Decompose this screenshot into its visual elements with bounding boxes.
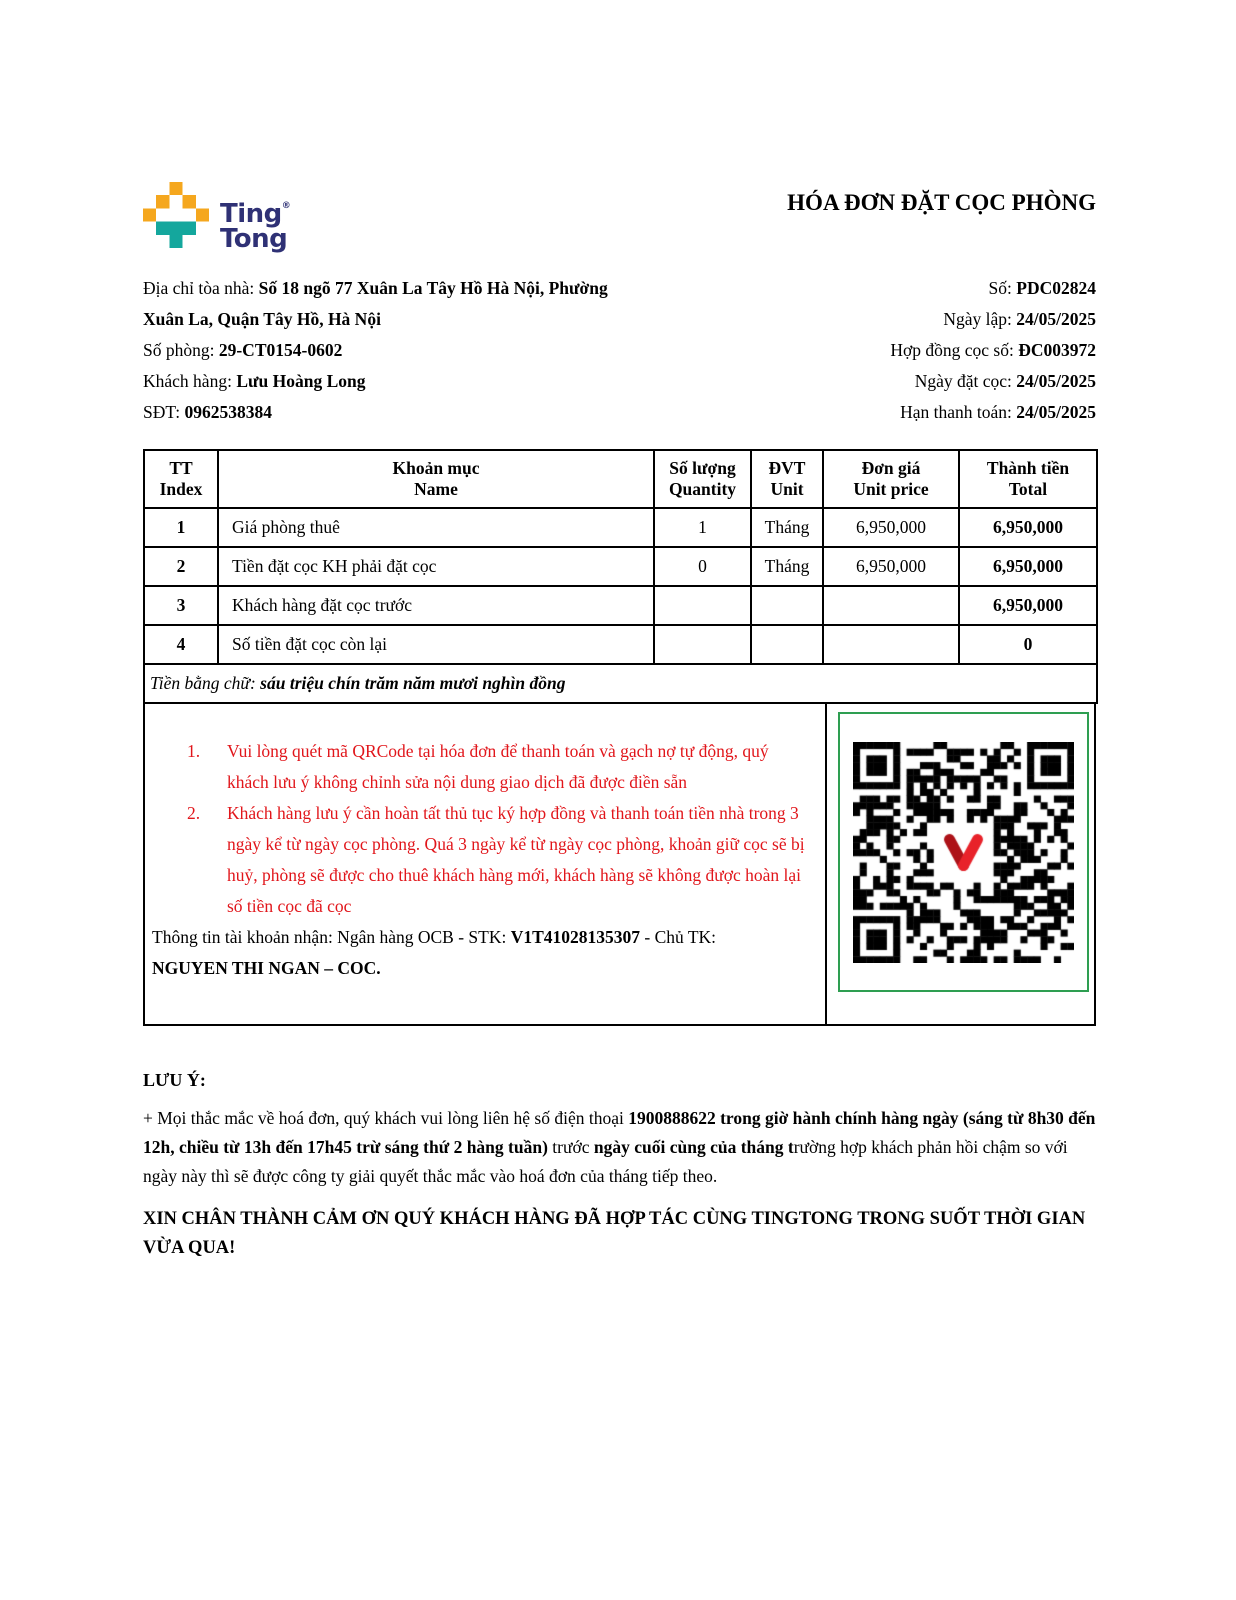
payment-note-box	[143, 704, 1096, 1026]
table-row	[144, 508, 1097, 547]
info-line	[143, 304, 703, 335]
payment-notes-cell	[145, 704, 827, 1024]
footer-note-paragraph	[143, 1104, 1096, 1191]
column-header: Khoản mục Name	[218, 450, 654, 508]
info-line	[703, 273, 1096, 304]
table-row	[144, 625, 1097, 664]
table-cell: 1	[654, 508, 751, 547]
table-cell: 6,950,000	[959, 508, 1097, 547]
text-run: + Mọi thắc mắc về hoá đơn, quý khách vui lòng liên hệ số điện thoại	[143, 1108, 629, 1128]
text-run: Số phòng:	[143, 340, 219, 360]
tingtong-logo	[143, 182, 290, 252]
invoice-info-block	[143, 273, 1096, 428]
text-run: Số:	[988, 278, 1017, 298]
table-cell: 4	[144, 625, 218, 664]
amount-in-words-row	[144, 664, 1097, 703]
table-cell: 6,950,000	[823, 508, 959, 547]
table-cell: Tiền đặt cọc KH phải đặt cọc	[218, 547, 654, 586]
text-run: 24/05/2025	[1016, 402, 1096, 422]
invoice-document	[143, 0, 1096, 1263]
note-item-text: Khách hàng lưu ý cần hoàn tất thủ tục ký hợp đồng và thanh toán tiền nhà trong 3 ngày kể từ ngày cọc phòng. Quá 3 ngày kể từ ngày cọc phòng, khoản giữ cọc sẽ bị huỷ, phòng sẽ được cho thuê khách hàng mới, khách hàng sẽ không được hoàn lại số tiền cọc đã cọc	[227, 803, 805, 916]
text-run: Hạn thanh toán:	[900, 402, 1017, 422]
text-run: trước	[547, 1137, 594, 1157]
text-run: Địa chỉ tòa nhà:	[143, 278, 259, 298]
info-right	[703, 273, 1096, 428]
table-cell	[751, 625, 823, 664]
amount-in-words	[144, 664, 1097, 703]
column-header: TT Index	[144, 450, 218, 508]
text-run: Hợp đồng cọc số:	[890, 340, 1019, 360]
table-cell: 0	[654, 547, 751, 586]
bank-info	[152, 922, 807, 984]
text-run: - Chủ TK:	[640, 927, 717, 947]
column-header: ĐVT Unit	[751, 450, 823, 508]
table-cell	[654, 625, 751, 664]
brand-line2: Tong	[220, 224, 288, 254]
table-cell	[654, 586, 751, 625]
table-cell: 0	[959, 625, 1097, 664]
text-run: V1T41028135307	[510, 927, 641, 947]
table-cell: 6,950,000	[959, 586, 1097, 625]
registered-mark: ®	[281, 201, 291, 211]
table-cell: 6,950,000	[823, 547, 959, 586]
table-row	[144, 586, 1097, 625]
info-line	[703, 366, 1096, 397]
text-run: Ngày lập:	[943, 309, 1017, 329]
text-run: PDC02824	[1016, 278, 1096, 298]
column-header: Thành tiền Total	[959, 450, 1097, 508]
info-line	[703, 304, 1096, 335]
table-cell: Tháng	[751, 508, 823, 547]
tingtong-logo-text	[220, 194, 290, 252]
table-cell: 6,950,000	[959, 547, 1097, 586]
document-header	[143, 182, 1096, 258]
text-run: Xuân La, Quận Tây Hồ, Hà Nội	[143, 309, 381, 329]
table-header-row	[144, 450, 1097, 508]
table-cell: 2	[144, 547, 218, 586]
qr-code	[853, 742, 1074, 963]
thanks-message: XIN CHÂN THÀNH CẢM ƠN QUÝ KHÁCH HÀNG ĐÃ HỢP TÁC CÙNG TINGTONG TRONG SUỐT THỜI GIAN VỪA QUA!	[143, 1209, 1086, 1258]
text-run: Số 18 ngõ 77 Xuân La Tây Hồ Hà Nội, Phường	[258, 278, 608, 298]
text-run: rường hợp khách phản hồi chậm so với ngày này thì sẽ được công ty giải quyết thắc mắc vào hoá đơn của tháng tiếp theo.	[143, 1137, 1068, 1186]
qr-frame	[838, 712, 1089, 992]
text-run: 24/05/2025	[1016, 309, 1096, 329]
text-run: Khách hàng:	[143, 371, 237, 391]
info-line	[703, 397, 1096, 428]
note-item	[152, 798, 807, 922]
text-run: 29-CT0154-0602	[218, 340, 343, 360]
text-run: Thông tin tài khoản nhận: Ngân hàng OCB - STK:	[152, 927, 511, 947]
text-run: Ngày đặt cọc:	[914, 371, 1017, 391]
note-item-text: Vui lòng quét mã QRCode tại hóa đơn để thanh toán và gạch nợ tự động, quý khách lưu ý không chỉnh sửa nội dung giao dịch đã được điền sẵn	[227, 741, 769, 792]
info-line	[143, 273, 703, 304]
info-line	[143, 335, 703, 366]
text-run: ngày cuối cùng của tháng t	[593, 1137, 794, 1157]
table-row	[144, 547, 1097, 586]
note-item	[152, 736, 807, 798]
text-run: 24/05/2025	[1016, 371, 1096, 391]
invoice-title: HÓA ĐƠN ĐẶT CỌC PHÒNG	[787, 190, 1096, 215]
table-cell: Số tiền đặt cọc còn lại	[218, 625, 654, 664]
text-run: ĐC003972	[1018, 340, 1096, 360]
footer-note-heading: LƯU Ý:	[143, 1070, 206, 1090]
table-cell	[823, 586, 959, 625]
info-left	[143, 273, 703, 428]
amount-in-words-label: Tiền bằng chữ:	[150, 673, 261, 693]
payment-notes-list	[152, 736, 807, 922]
column-header: Số lượng Quantity	[654, 450, 751, 508]
amount-in-words-value: sáu triệu chín trăm năm mươi nghìn đồng	[260, 673, 566, 693]
text-run: 1900888622 trong giờ hành chính hàng ngày (sáng từ 8h30 đến 12h, chiều từ 13h đến 17h45 trừ sáng thứ 2 hàng tuần)	[143, 1108, 1096, 1157]
info-line	[703, 335, 1096, 366]
table-cell: Tháng	[751, 547, 823, 586]
tingtong-logo-icon	[143, 182, 209, 252]
qr-cell	[827, 704, 1094, 1024]
table-cell: 3	[144, 586, 218, 625]
table-cell	[823, 625, 959, 664]
column-header: Đơn giá Unit price	[823, 450, 959, 508]
text-run: NGUYEN THI NGAN – COC.	[152, 958, 381, 978]
table-cell: 1	[144, 508, 218, 547]
info-line	[143, 366, 703, 397]
items-table	[143, 449, 1098, 704]
table-cell: Khách hàng đặt cọc trước	[218, 586, 654, 625]
text-run: SĐT:	[143, 402, 185, 422]
text-run: 0962538384	[184, 402, 272, 422]
text-run: Lưu Hoàng Long	[236, 371, 366, 391]
info-line	[143, 397, 703, 428]
table-cell	[751, 586, 823, 625]
brand-line1: Ting	[220, 199, 282, 229]
note-item-number: 1.	[187, 741, 201, 761]
note-item-number: 2.	[187, 803, 201, 823]
table-cell: Giá phòng thuê	[218, 508, 654, 547]
